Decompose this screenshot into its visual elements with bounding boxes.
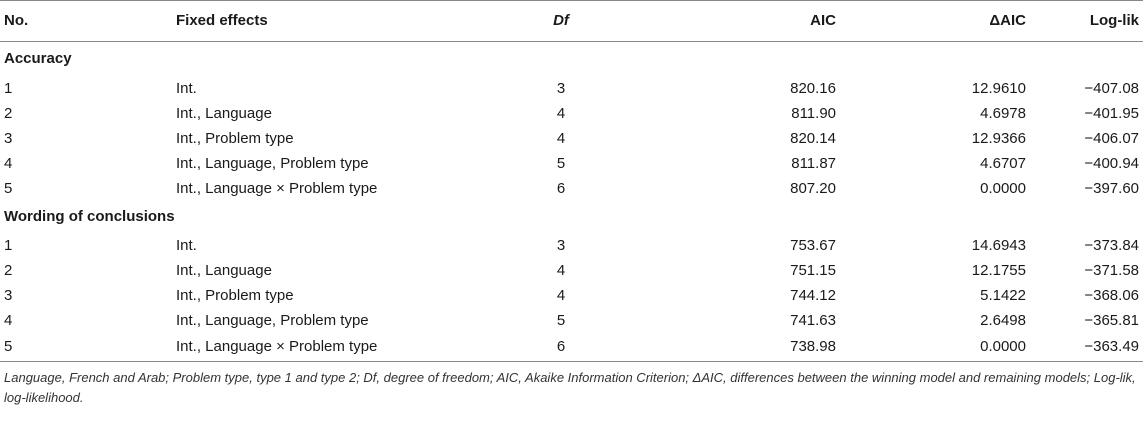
- cell-delta-aic: 4.6978: [980, 105, 1026, 122]
- cell-no: 3: [4, 287, 13, 304]
- cell-log-lik: −371.58: [1084, 262, 1139, 279]
- table-footnote: Language, French and Arab; Problem type, type 1 and type 2; Df, degree of freedom; AIC, Akaike Information Criterion; ΔAIC, differences between the winning model and remaining models; Log-lik, log-likelihood.: [4, 370, 1136, 405]
- cell-df: 4: [556, 262, 566, 279]
- section-title: Accuracy: [4, 50, 72, 67]
- header-log-lik: Log-lik: [1026, 1, 1143, 42]
- cell-no: 5: [0, 333, 176, 362]
- section-title-row: [0, 42, 1143, 77]
- cell-aic: 811.87: [791, 155, 836, 172]
- header-fixed-effects: Fixed effects: [176, 1, 496, 42]
- cell-df: 3: [556, 237, 566, 254]
- cell-no: 1: [4, 80, 13, 97]
- cell-aic: 820.14: [790, 130, 836, 147]
- cell-fixed-effects: Int.: [176, 237, 197, 254]
- table-row: [0, 333, 1143, 362]
- cell-log-lik: −407.08: [1084, 80, 1139, 97]
- table-row: [0, 76, 1143, 101]
- section-wording-of-conclusions: [0, 201, 1143, 362]
- cell-aic: 811.90: [791, 105, 836, 122]
- cell-no: 2: [4, 105, 13, 122]
- cell-delta-aic: 5.1422: [980, 287, 1026, 304]
- table-row: [0, 151, 1143, 176]
- cell-log-lik: −363.49: [1026, 333, 1143, 362]
- cell-aic: 744.12: [790, 287, 836, 304]
- table-row: [0, 233, 1143, 258]
- cell-log-lik: −401.95: [1084, 105, 1139, 122]
- cell-fixed-effects: Int.: [176, 80, 197, 97]
- cell-fixed-effects: Int., Language: [176, 105, 272, 122]
- cell-df: 5: [556, 155, 566, 172]
- section-title: Wording of conclusions: [4, 208, 175, 225]
- cell-fixed-effects: Int., Problem type: [176, 130, 294, 147]
- header-no: No.: [0, 1, 176, 42]
- table-row: [0, 101, 1143, 126]
- cell-aic: 751.15: [790, 262, 836, 279]
- cell-fixed-effects: Int., Language, Problem type: [176, 312, 369, 329]
- cell-delta-aic: 12.9610: [971, 80, 1026, 97]
- cell-aic: 741.63: [790, 312, 836, 329]
- cell-df: 4: [556, 105, 566, 122]
- cell-log-lik: −365.81: [1084, 312, 1139, 329]
- cell-aic: 807.20: [790, 180, 836, 197]
- cell-df: 3: [556, 80, 566, 97]
- cell-no: 1: [4, 237, 13, 254]
- cell-delta-aic: 0.0000: [836, 333, 1026, 362]
- header-aic: AIC: [626, 1, 836, 42]
- cell-delta-aic: 0.0000: [980, 180, 1026, 197]
- header-df: Df: [496, 1, 626, 42]
- cell-fixed-effects: Int., Problem type: [176, 287, 294, 304]
- cell-aic: 820.16: [790, 80, 836, 97]
- table-row: [0, 126, 1143, 151]
- table-row: [0, 283, 1143, 308]
- cell-df: 6: [556, 180, 566, 197]
- cell-delta-aic: 4.6707: [980, 155, 1026, 172]
- cell-no: 5: [4, 180, 13, 197]
- cell-delta-aic: 14.6943: [971, 237, 1026, 254]
- table-row: [0, 308, 1143, 333]
- cell-delta-aic: 2.6498: [980, 312, 1026, 329]
- cell-no: 2: [4, 262, 13, 279]
- cell-log-lik: −400.94: [1084, 155, 1139, 172]
- table-row: [0, 176, 1143, 201]
- cell-no: 3: [4, 130, 13, 147]
- cell-delta-aic: 12.1755: [971, 262, 1026, 279]
- cell-df: 6: [496, 333, 626, 362]
- cell-df: 4: [556, 130, 566, 147]
- table-row: [0, 258, 1143, 283]
- cell-log-lik: −397.60: [1084, 180, 1139, 197]
- cell-df: 4: [556, 287, 566, 304]
- cell-aic: 753.67: [790, 237, 836, 254]
- cell-aic: 738.98: [626, 333, 836, 362]
- header-delta-aic: ΔAIC: [836, 1, 1026, 42]
- table-header-row: [0, 1, 1143, 42]
- cell-fixed-effects: Int., Language, Problem type: [176, 155, 369, 172]
- cell-fixed-effects: Int., Language × Problem type: [176, 180, 378, 197]
- cell-log-lik: −406.07: [1084, 130, 1139, 147]
- cell-log-lik: −368.06: [1084, 287, 1139, 304]
- cell-fixed-effects: Int., Language × Problem type: [176, 333, 496, 362]
- cell-no: 4: [4, 155, 13, 172]
- section-accuracy: [0, 42, 1143, 202]
- cell-log-lik: −373.84: [1084, 237, 1139, 254]
- cell-fixed-effects: Int., Language: [176, 262, 272, 279]
- section-title-row: [0, 201, 1143, 233]
- cell-no: 4: [4, 312, 13, 329]
- cell-delta-aic: 12.9366: [971, 130, 1026, 147]
- cell-df: 5: [556, 312, 566, 329]
